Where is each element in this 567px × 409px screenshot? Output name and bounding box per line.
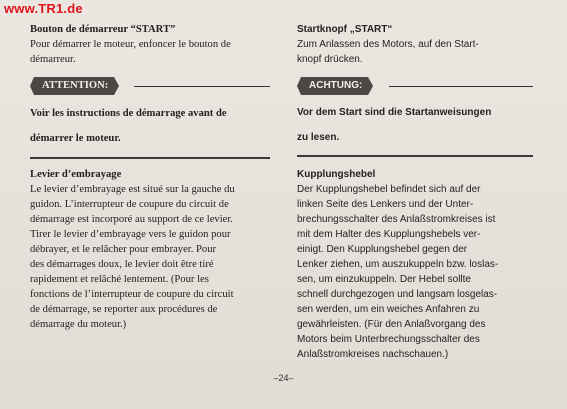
text-line: zu lesen. [297,132,340,143]
start-button-heading-de: Startknopf „START“ [297,24,393,35]
text-line: de démarrage, se reporter aux procédures de [30,304,218,315]
text-line: Le levier d’embrayage est situé sur la gauche du [30,184,235,195]
text-line: fonctions de l’interrupteur de coupure du circuit [30,289,234,300]
clutch-heading-fr: Levier d’embrayage [30,169,122,180]
text-line: Zum Anlassen des Motors, auf den Start- [297,39,479,50]
text-line: Tirer le levier d’embrayage vers le guidon pour [30,229,231,240]
attention-label-fr: ATTENTION: [34,77,114,95]
section-divider-fr [30,157,270,159]
attention-text-de [297,105,533,145]
french-column [30,22,270,330]
section-divider-de [297,155,533,157]
watermark-link[interactable]: www.TR1.de [4,1,83,16]
text-line: Motors beim Unterbrechungsschalter des [297,334,480,345]
attention-banner-de [301,77,533,95]
clutch-text-de [297,182,533,362]
attention-text-fr [30,106,270,147]
clutch-section-fr [30,167,270,332]
text-line: rapidement et relâché lentement. (Pour les [30,274,209,285]
text-line: sen werden, um ein weiches Anfahren zu [297,304,480,315]
text-line: linken Seite des Lenkers und der Unter- [297,199,474,210]
start-button-heading-fr: Bouton de démarreur “START” [30,24,176,35]
text-line: débrayer, et le relâcher pour embrayer. Pour [30,244,217,255]
attention-divider [134,86,270,87]
attention-divider [389,86,533,87]
clutch-heading-de: Kupplungshebel [297,169,376,180]
clutch-text-fr [30,182,270,332]
text-line: Lenker ziehen, um auszukuppeln bzw. loslas- [297,259,499,270]
text-line: mit dem Halter des Kupplungshebels ver- [297,229,481,240]
start-button-text-de [297,37,533,67]
german-column [297,22,533,360]
text-line: Vor dem Start sind die Startanweisungen [297,107,492,118]
page-number: –24– [273,373,294,383]
text-line: schnell durchgezogen und langsam losgelas- [297,289,498,300]
text-line: brechungsschalter des Anlaßstromkreises ist [297,214,496,225]
text-line: démarrage est incorporé au support de ce levier. [30,214,233,225]
text-line: guidon. L’interrupteur de coupure du circuit de [30,199,229,210]
text-line: démarrer le moteur. [30,133,121,145]
text-line: Pour démarrer le moteur, enfoncer le bouton de [30,39,231,50]
clutch-section-de [297,167,533,362]
attention-label-de: ACHTUNG: [301,77,368,95]
start-button-text-fr [30,37,270,67]
text-line: einigt. Den Kupplungshebel gegen der [297,244,468,255]
text-line: des démarrages doux, le levier doit être tiré [30,259,214,270]
text-line: Anlaßstromkreises nachschauen.) [297,349,449,360]
text-line: démarrage du moteur.) [30,319,127,330]
text-line: sen, um einzukuppeln. Der Hebel sollte [297,274,471,285]
text-line: Der Kupplungshebel befindet sich auf der [297,184,481,195]
text-line: Voir les instructions de démarrage avant de [30,107,227,119]
text-line: démarreur. [30,54,76,65]
attention-banner-fr [34,77,270,95]
text-line: gewährleisten. (Für den Anlaßvorgang des [297,319,486,330]
text-line: knopf drücken. [297,54,363,65]
